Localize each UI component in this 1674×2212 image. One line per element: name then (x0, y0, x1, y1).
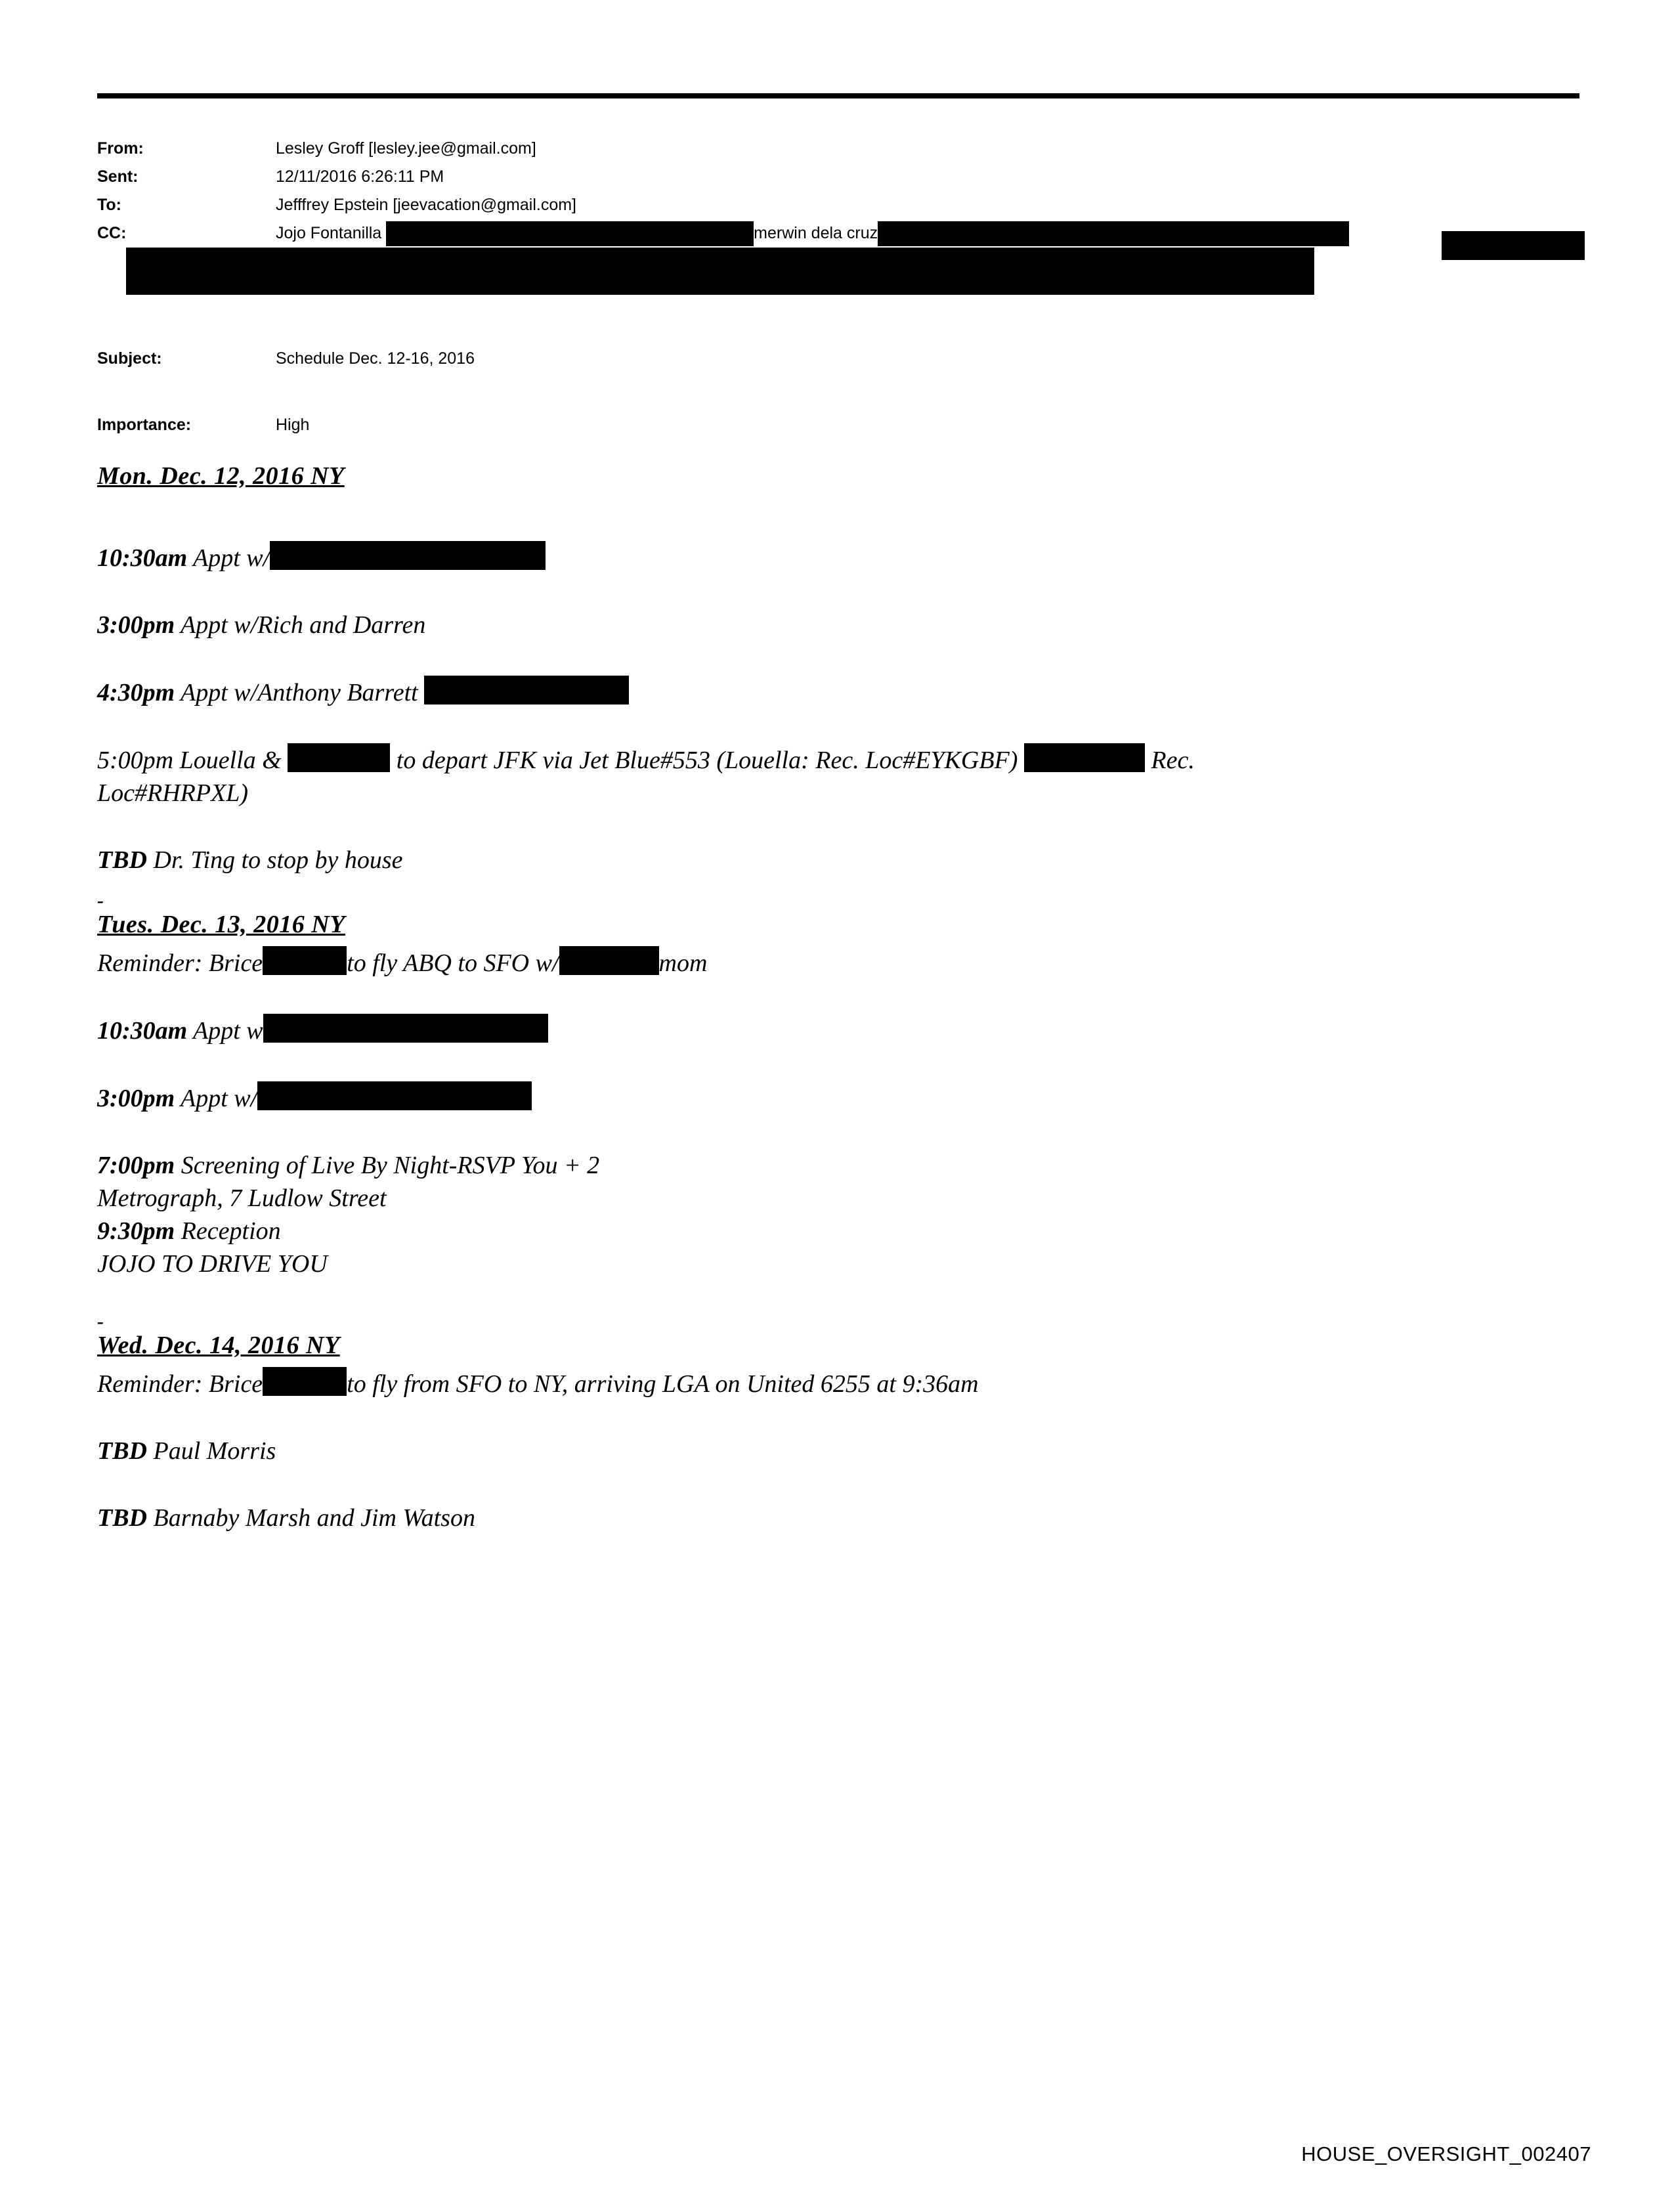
entry-tue-venue: Metrograph, 7 Ludlow Street (97, 1184, 387, 1212)
entry-text-b: to fly from SFO to NY, arriving LGA on United 6255 at 9:36am (347, 1370, 979, 1398)
redaction-bar-cc-1 (386, 221, 754, 246)
subject-value: Schedule Dec. 12-16, 2016 (276, 349, 475, 368)
entry-text: Paul Morris (147, 1437, 276, 1465)
entry-mon-500 (97, 743, 1587, 810)
redaction-bar-tue-1030 (263, 1014, 548, 1043)
entry-time: 10:30am (97, 1017, 188, 1045)
entry-mon-1030 (97, 541, 1587, 575)
header-row-sent (97, 163, 1581, 191)
to-label: To: (97, 196, 122, 214)
redaction-bar-mon-500-1 (288, 743, 390, 772)
entry-time: 3:00pm (97, 611, 175, 639)
entry-time: 4:30pm (97, 679, 175, 706)
header-row-to (97, 191, 1581, 219)
redaction-bar-cc-3 (126, 248, 1314, 295)
importance-value: High (276, 416, 310, 434)
entry-text-a: 5:00pm Louella & (97, 747, 288, 774)
entry-wed-tbd-1 (97, 1435, 1587, 1467)
redaction-bar-mon-430 (424, 676, 629, 705)
entry-text: Reception (175, 1217, 281, 1245)
entry-tue-700 (97, 1149, 1587, 1182)
redaction-bar-mon-500-2 (1024, 743, 1145, 772)
entry-tue-jojo: JOJO TO DRIVE YOU (97, 1250, 328, 1278)
entry-text-b: to fly ABQ to SFO w/ (347, 949, 559, 977)
entry-text: Appt w/ (187, 544, 270, 572)
from-value: Lesley Groff [lesley.jee@gmail.com] (276, 139, 536, 158)
day-title-tuesday: Tues. Dec. 13, 2016 NY (97, 911, 345, 938)
redaction-bar-cc-4 (1442, 231, 1585, 260)
cc-label: CC: (97, 224, 127, 242)
entry-time: TBD (97, 846, 147, 874)
top-divider-rule (97, 93, 1579, 98)
entry-tue-930 (97, 1215, 1587, 1247)
entry-mon-300 (97, 609, 1587, 641)
entry-time: 9:30pm (97, 1217, 175, 1245)
day-title-monday: Mon. Dec. 12, 2016 NY (97, 462, 345, 490)
separator-dash-2: - (97, 1311, 104, 1332)
redaction-bar-tue-rem-1 (263, 946, 347, 975)
header-row-from (97, 135, 1581, 163)
entry-time: TBD (97, 1437, 147, 1465)
day-title-wednesday: Wed. Dec. 14, 2016 NY (97, 1332, 340, 1359)
header-row-cc-overflow (97, 248, 1581, 290)
entry-tue-1030 (97, 1014, 1587, 1047)
redaction-bar-tue-300 (257, 1081, 532, 1110)
entry-tue-300 (97, 1081, 1587, 1115)
entry-tue-reminder (97, 946, 1587, 980)
entry-time: 10:30am (97, 544, 188, 572)
entry-text-a: Reminder: Brice (97, 949, 263, 977)
entry-text-b: to depart JFK via Jet Blue#553 (Louella: Rec. Loc#EYKGBF) (390, 747, 1024, 774)
entry-mon-430 (97, 676, 1587, 709)
sent-label: Sent: (97, 167, 139, 186)
header-row-importance (97, 411, 1581, 439)
entry-text: Appt w/Rich and Darren (175, 611, 426, 639)
entry-text-c: mom (658, 949, 708, 977)
redaction-bar-tue-rem-2 (559, 946, 659, 975)
separator-dash-1: - (97, 890, 104, 911)
redaction-bar-cc-2 (878, 221, 1349, 246)
entry-wed-reminder (97, 1367, 1587, 1400)
entry-text: Appt w/ (175, 1085, 258, 1112)
header-row-subject (97, 345, 1581, 373)
entry-text: Dr. Ting to stop by house (147, 846, 403, 874)
redaction-bar-wed-rem (263, 1367, 347, 1396)
entry-text-d: Loc#RHRPXL) (97, 779, 249, 807)
redaction-bar-mon-1030 (270, 541, 546, 570)
entry-time: 3:00pm (97, 1085, 175, 1112)
importance-label: Importance: (97, 416, 192, 434)
schedule-body (97, 460, 1587, 1534)
from-label: From: (97, 139, 144, 158)
entry-text: Barnaby Marsh and Jim Watson (147, 1504, 475, 1532)
entry-mon-tbd (97, 844, 1587, 877)
email-header (97, 135, 1581, 439)
entry-text: Appt w/Anthony Barrett (175, 679, 425, 706)
entry-text: Screening of Live By Night-RSVP You + 2 (175, 1152, 600, 1179)
cc-value-1: Jojo Fontanilla (276, 224, 382, 242)
entry-text-c: Rec. (1144, 747, 1195, 774)
to-value: Jefffrey Epstein [jeevacation@gmail.com] (276, 196, 577, 214)
entry-time: TBD (97, 1504, 147, 1532)
header-row-cc (97, 219, 1581, 248)
subject-label: Subject: (97, 349, 162, 368)
sent-value: 12/11/2016 6:26:11 PM (276, 167, 444, 186)
entry-text-a: Reminder: Brice (97, 1370, 263, 1398)
bates-stamp-footer: HOUSE_OVERSIGHT_002407 (1301, 2142, 1591, 2165)
entry-time: 7:00pm (97, 1152, 175, 1179)
entry-wed-tbd-2 (97, 1502, 1587, 1534)
cc-value-2: merwin dela cruz (754, 224, 878, 242)
entry-text: Appt w (187, 1017, 263, 1045)
